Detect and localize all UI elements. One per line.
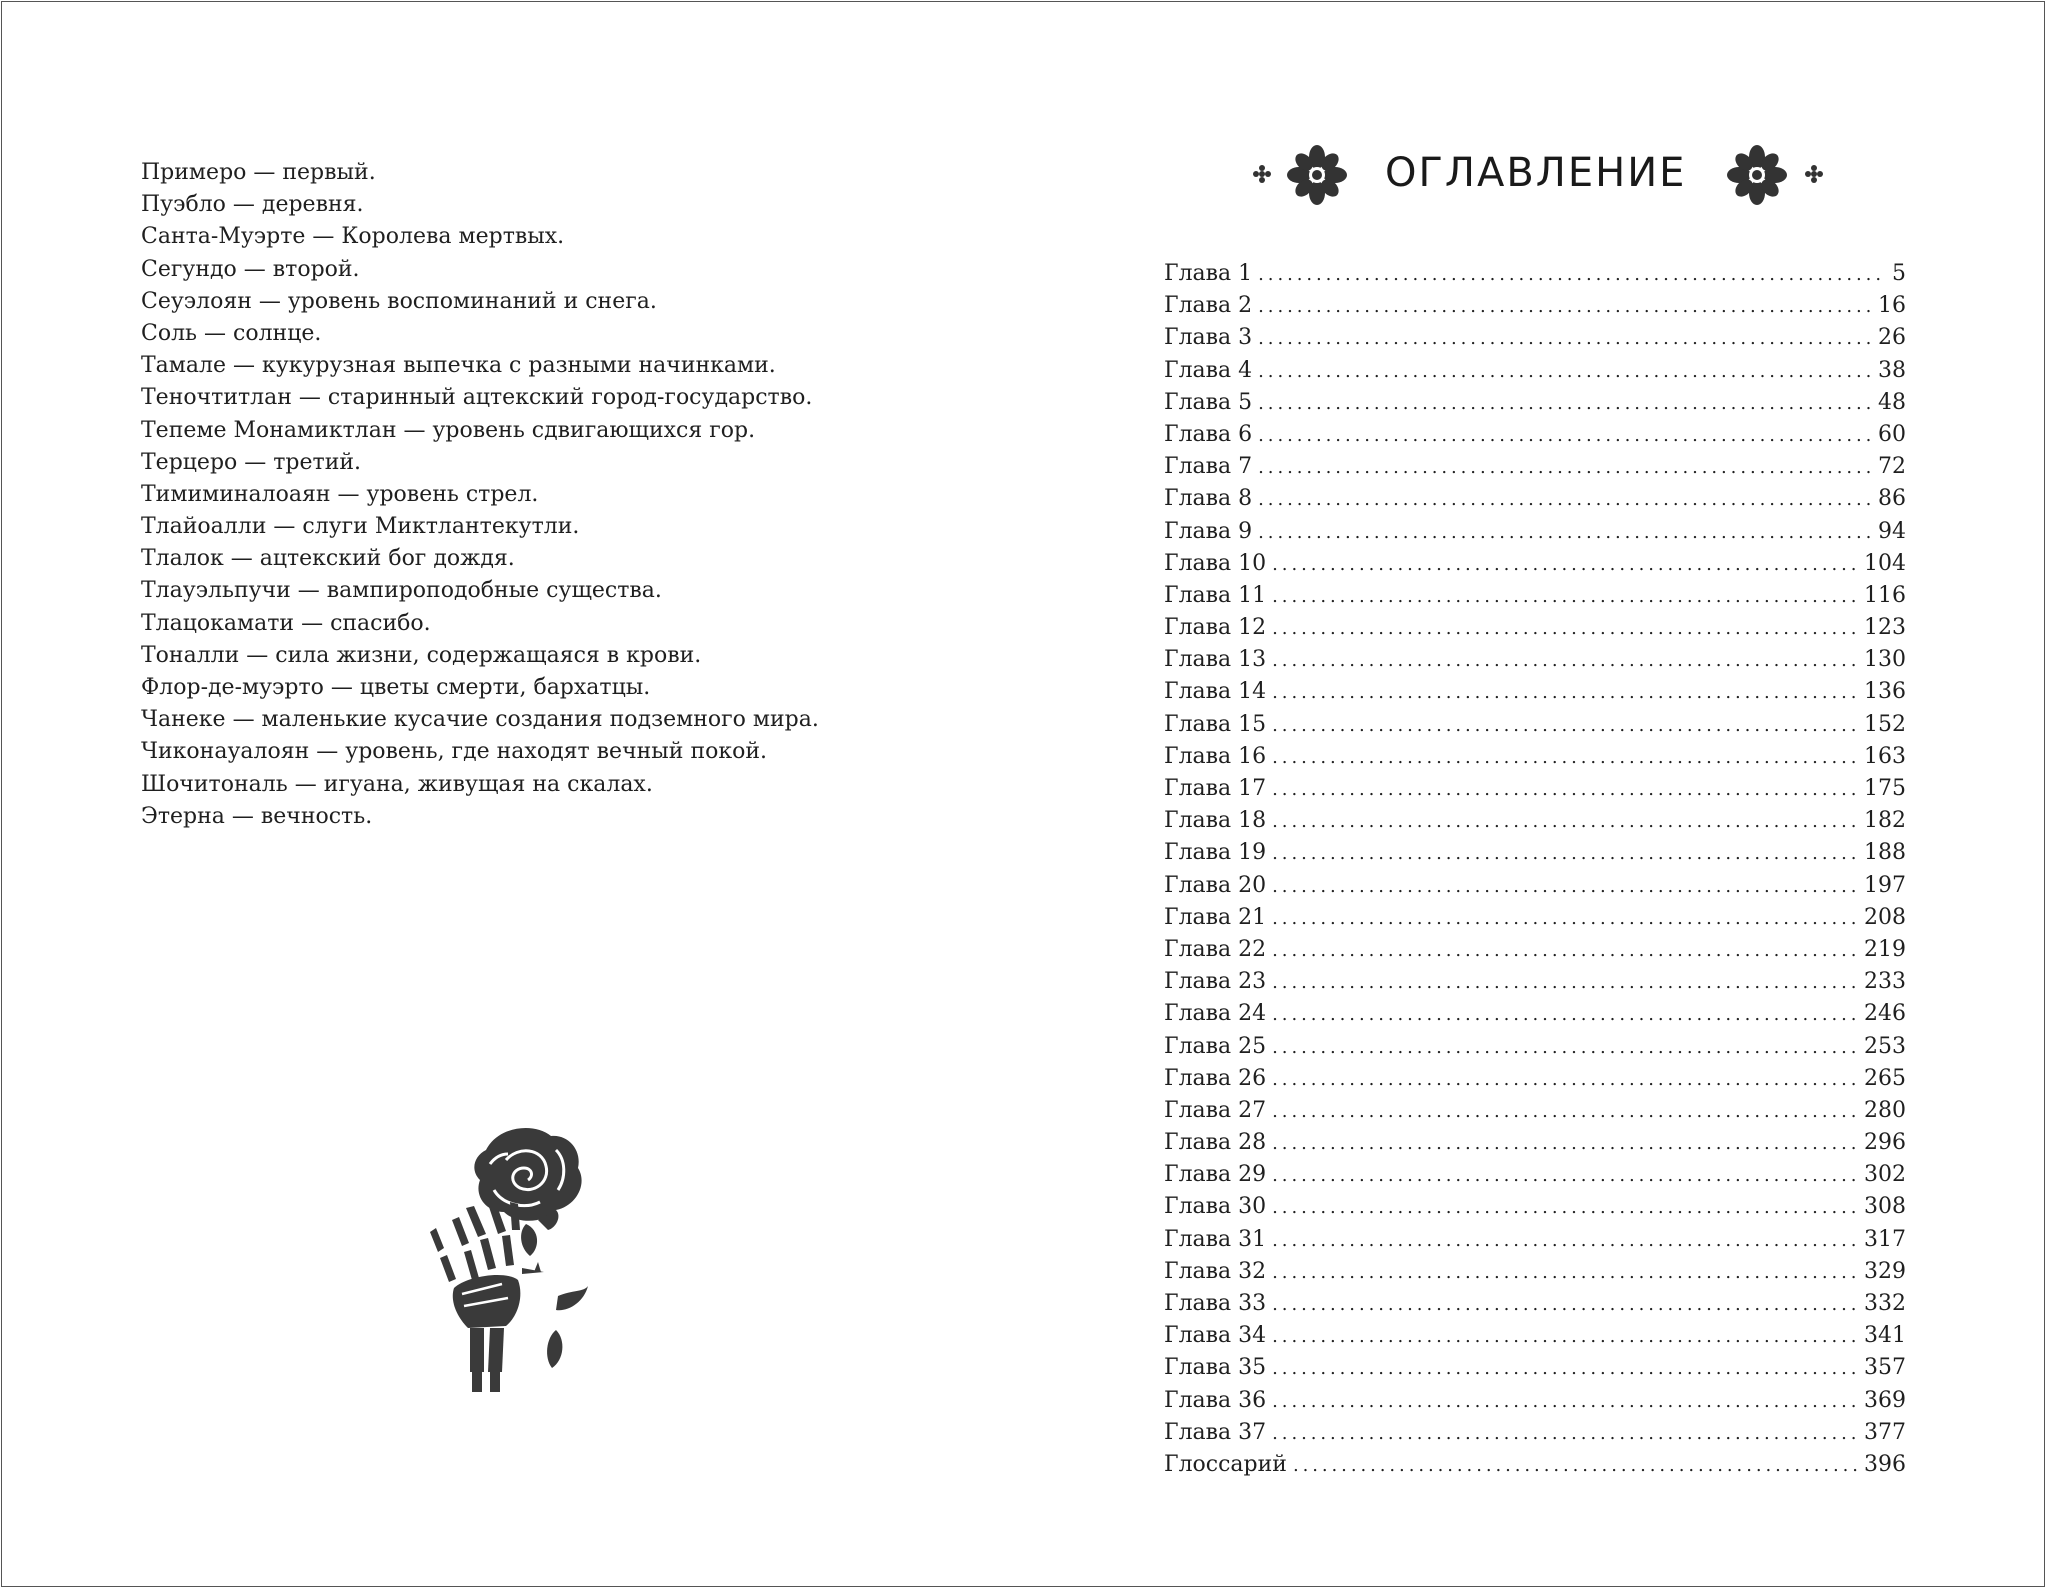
toc-entry[interactable] — [1164, 805, 1906, 837]
toc-entry-page: 130 — [1864, 647, 1906, 673]
toc-entry[interactable] — [1164, 1320, 1906, 1352]
toc-entry[interactable] — [1164, 1063, 1906, 1095]
toc-entry-page: 116 — [1864, 582, 1906, 608]
toc-entry[interactable] — [1164, 580, 1906, 612]
toc-entry-page: 208 — [1864, 904, 1906, 930]
toc-entry-label: Глава 26 — [1164, 1065, 1267, 1091]
toc-leader-dots — [1272, 1096, 1858, 1128]
flower-ornament-icon — [1726, 144, 1788, 206]
toc-entry-label: Глава 23 — [1164, 969, 1267, 995]
toc-leader-dots — [1272, 999, 1858, 1031]
toc-entry-page: 163 — [1864, 743, 1906, 769]
toc-entry-page: 38 — [1878, 357, 1906, 383]
toc-leader-dots — [1272, 710, 1858, 742]
toc-entry[interactable] — [1164, 1224, 1906, 1256]
toc-leader-dots — [1272, 1128, 1858, 1160]
toc-leader-dots — [1293, 1450, 1858, 1482]
toc-entry[interactable] — [1164, 290, 1906, 322]
toc-entry-page: 26 — [1878, 325, 1906, 351]
toc-entry-page: 94 — [1878, 518, 1906, 544]
toc-entry-label: Глава 17 — [1164, 776, 1267, 801]
toc-entry[interactable] — [1164, 1191, 1906, 1223]
toc-entry-label: Глава 6 — [1164, 421, 1253, 447]
toc-entry[interactable] — [1164, 451, 1906, 483]
toc-entry-page: 219 — [1864, 936, 1906, 962]
glossary-entry: Сегундо — второй. — [141, 256, 360, 282]
toc-leader-dots — [1258, 452, 1872, 484]
glossary-entry: Тлалок — ацтекский бог дождя. — [141, 546, 515, 572]
glossary-entry: Тимиминалоаян — уровень стрел. — [141, 481, 539, 507]
glossary-entry: Тоналли — сила жизни, содержащаяся в крови. — [141, 642, 702, 668]
toc-leader-dots — [1258, 517, 1872, 549]
toc-entry-label: Глава 4 — [1164, 357, 1253, 383]
toc-entry[interactable] — [1164, 934, 1906, 966]
toc-entry[interactable] — [1164, 902, 1906, 934]
toc-entry-page: 317 — [1864, 1226, 1906, 1252]
toc-entry-label: Глава 9 — [1164, 518, 1253, 544]
toc-entry-label: Глава 24 — [1164, 1001, 1267, 1027]
toc-entry-label: Глава 5 — [1164, 389, 1253, 415]
toc-leader-dots — [1272, 1353, 1858, 1385]
toc-entry[interactable] — [1164, 258, 1906, 290]
toc-entry-label: Глава 22 — [1164, 936, 1267, 962]
toc-entry[interactable] — [1164, 516, 1906, 548]
glossary-entry: Санта-Муэрте — Королева мертвых. — [141, 224, 565, 250]
toc-entry-label: Глава 16 — [1164, 743, 1267, 769]
toc-entry-label: Глава 33 — [1164, 1291, 1267, 1316]
glossary-entry: Пуэбло — деревня. — [141, 192, 364, 218]
toc-leader-dots — [1272, 903, 1858, 935]
toc-leader-dots — [1258, 259, 1886, 291]
toc-entry-label: Глава 2 — [1164, 293, 1253, 319]
toc-leader-dots — [1258, 356, 1872, 388]
glossary-entry: Чанеке — маленькие кусачие создания подземного мира. — [141, 707, 819, 733]
toc-leader-dots — [1258, 420, 1872, 452]
toc-entry-label: Глава 1 — [1164, 261, 1253, 286]
toc-entry-page: 296 — [1864, 1130, 1906, 1156]
toc-entry[interactable] — [1164, 741, 1906, 773]
toc-entry[interactable] — [1164, 1288, 1906, 1320]
toc-entry-page: 72 — [1878, 454, 1906, 480]
toc-entry[interactable] — [1164, 1159, 1906, 1191]
toc-entry-page: 396 — [1864, 1451, 1906, 1477]
toc-entry-page: 329 — [1864, 1258, 1906, 1284]
toc-list — [1164, 258, 1906, 1481]
toc-entry-page: 175 — [1864, 776, 1906, 801]
glossary-entry: Сеуэлоян — уровень воспоминаний и снега. — [141, 288, 657, 314]
toc-leader-dots — [1272, 742, 1858, 774]
toc-entry-page: 188 — [1864, 840, 1906, 866]
toc-entry-page: 357 — [1864, 1355, 1906, 1381]
glossary-entry: Тлауэльпучи — вампироподобные существа. — [141, 578, 662, 604]
glossary-entry: Примеро — первый. — [141, 160, 376, 185]
toc-entry-label: Глава 11 — [1164, 582, 1267, 608]
toc-entry-page: 302 — [1864, 1162, 1906, 1188]
toc-entry-label: Глава 12 — [1164, 615, 1267, 641]
toc-entry-page: 48 — [1878, 389, 1906, 415]
glossary-entry: Тамале — кукурузная выпечка с разными начинками. — [141, 353, 776, 379]
toc-leader-dots — [1272, 1032, 1858, 1064]
toc-entry-label: Глава 32 — [1164, 1258, 1267, 1284]
toc-entry[interactable] — [1164, 837, 1906, 869]
toc-leader-dots — [1272, 935, 1858, 967]
toc-entry-label: Глава 36 — [1164, 1387, 1267, 1413]
toc-entry[interactable] — [1164, 322, 1906, 354]
toc-leader-dots — [1272, 838, 1858, 870]
glossary-list — [141, 157, 961, 833]
toc-leader-dots — [1258, 388, 1872, 420]
glossary-entry: Флор-де-муэрто — цветы смерти, бархатцы. — [141, 675, 651, 700]
toc-leader-dots — [1272, 967, 1858, 999]
toc-entry-label: Глава 28 — [1164, 1130, 1267, 1156]
toc-entry-label: Глоссарий — [1164, 1451, 1287, 1477]
glossary-entry: Этерна — вечность. — [141, 803, 373, 829]
flower-ornament-icon — [1286, 144, 1348, 206]
glossary-entry: Чиконауалоян — уровень, где находят вечный покой. — [141, 739, 768, 765]
toc-entry-label: Глава 13 — [1164, 647, 1267, 673]
toc-entry-page: 233 — [1864, 969, 1906, 995]
toc-entry[interactable] — [1164, 1256, 1906, 1288]
toc-entry-label: Глава 18 — [1164, 808, 1267, 834]
toc-title: ОГЛАВЛЕНИЕ — [1385, 150, 1687, 196]
toc-entry-label: Глава 15 — [1164, 711, 1267, 737]
toc-entry-label: Глава 25 — [1164, 1033, 1267, 1059]
toc-entry-label: Глава 34 — [1164, 1323, 1267, 1349]
small-flower-icon — [1804, 164, 1824, 184]
toc-entry-label: Глава 27 — [1164, 1097, 1267, 1123]
toc-leader-dots — [1272, 1321, 1858, 1353]
toc-entry-page: 265 — [1864, 1065, 1906, 1091]
toc-entry[interactable] — [1164, 612, 1906, 644]
small-flower-icon — [1252, 164, 1272, 184]
toc-leader-dots — [1272, 645, 1858, 677]
glossary-entry: Тлацокамати — спасибо. — [141, 610, 431, 636]
toc-leader-dots — [1272, 1192, 1858, 1224]
toc-entry[interactable] — [1164, 966, 1906, 998]
toc-leader-dots — [1272, 581, 1858, 613]
glossary-entry: Тепеме Монамиктлан — уровень сдвигающихся гор. — [141, 417, 756, 443]
glossary-entry: Теночтитлан — старинный ацтекский город-государство. — [141, 385, 813, 411]
toc-leader-dots — [1272, 1064, 1858, 1096]
skeleton-hand-rose-illustration — [406, 1120, 606, 1395]
toc-entry-page: 123 — [1864, 615, 1906, 641]
toc-entry-page: 182 — [1864, 808, 1906, 834]
toc-entry[interactable] — [1164, 676, 1906, 708]
toc-entry[interactable] — [1164, 419, 1906, 451]
toc-leader-dots — [1272, 1289, 1858, 1321]
toc-leader-dots — [1272, 774, 1858, 806]
toc-entry[interactable] — [1164, 1031, 1906, 1063]
toc-entry-page: 136 — [1864, 679, 1906, 705]
toc-leader-dots — [1272, 806, 1858, 838]
toc-entry[interactable] — [1164, 387, 1906, 419]
toc-leader-dots — [1272, 1160, 1858, 1192]
toc-entry-page: 86 — [1878, 486, 1906, 512]
toc-leader-dots — [1272, 1386, 1858, 1418]
toc-entry-label: Глава 21 — [1164, 904, 1267, 930]
toc-leader-dots — [1272, 871, 1858, 903]
toc-entry-page: 308 — [1864, 1194, 1906, 1220]
toc-entry-label: Глава 3 — [1164, 325, 1253, 351]
toc-leader-dots — [1258, 323, 1872, 355]
toc-entry-label: Глава 14 — [1164, 679, 1267, 705]
toc-entry-label: Глава 30 — [1164, 1194, 1267, 1220]
toc-entry[interactable] — [1164, 1095, 1906, 1127]
toc-entry-page: 152 — [1864, 711, 1906, 737]
toc-entry[interactable] — [1164, 483, 1906, 515]
toc-entry-page: 332 — [1864, 1291, 1906, 1316]
toc-entry-page: 60 — [1878, 421, 1906, 447]
toc-entry-label: Глава 20 — [1164, 872, 1267, 898]
toc-entry-page: 246 — [1864, 1001, 1906, 1027]
toc-entry[interactable] — [1164, 1385, 1906, 1417]
toc-leader-dots — [1272, 1418, 1858, 1450]
glossary-entry: Тлайоалли — слуги Миктлантекутли. — [141, 514, 580, 540]
toc-entry-page: 369 — [1864, 1387, 1906, 1413]
toc-leader-dots — [1272, 1225, 1858, 1257]
toc-entry-label: Глава 7 — [1164, 454, 1253, 480]
toc-leader-dots — [1272, 613, 1858, 645]
toc-entry[interactable] — [1164, 1417, 1906, 1449]
toc-leader-dots — [1258, 291, 1872, 323]
toc-leader-dots — [1272, 1257, 1858, 1289]
glossary-entry: Соль — солнце. — [141, 320, 322, 346]
toc-leader-dots — [1272, 549, 1858, 581]
toc-entry[interactable] — [1164, 548, 1906, 580]
toc-entry-label: Глава 19 — [1164, 840, 1267, 866]
toc-entry-label: Глава 10 — [1164, 550, 1267, 576]
toc-entry-page: 253 — [1864, 1033, 1906, 1059]
toc-entry[interactable] — [1164, 998, 1906, 1030]
toc-heading — [1240, 138, 1820, 208]
toc-entry[interactable] — [1164, 870, 1906, 902]
toc-entry-label: Глава 29 — [1164, 1162, 1267, 1188]
toc-entry[interactable] — [1164, 355, 1906, 387]
glossary-entry: Шочитональ — игуана, живущая на скалах. — [141, 771, 653, 797]
toc-entry-label: Глава 31 — [1164, 1226, 1267, 1252]
toc-entry-page: 16 — [1878, 293, 1906, 319]
toc-entry-page: 377 — [1864, 1419, 1906, 1445]
toc-entry-label: Глава 8 — [1164, 486, 1253, 512]
toc-entry-page: 280 — [1864, 1097, 1906, 1123]
toc-entry[interactable] — [1164, 1449, 1906, 1481]
glossary-entry: Терцеро — третий. — [141, 449, 362, 475]
toc-entry-page: 341 — [1864, 1323, 1906, 1349]
toc-entry[interactable] — [1164, 709, 1906, 741]
toc-entry-page: 197 — [1864, 872, 1906, 898]
toc-entry-label: Глава 35 — [1164, 1355, 1267, 1381]
toc-entry[interactable] — [1164, 773, 1906, 805]
toc-leader-dots — [1258, 484, 1872, 516]
toc-entry-page: 104 — [1864, 550, 1906, 576]
toc-entry[interactable] — [1164, 644, 1906, 676]
toc-entry[interactable] — [1164, 1127, 1906, 1159]
toc-leader-dots — [1272, 677, 1858, 709]
toc-entry[interactable] — [1164, 1352, 1906, 1384]
toc-entry-label: Глава 37 — [1164, 1419, 1267, 1445]
toc-entry-page: 5 — [1892, 261, 1906, 286]
